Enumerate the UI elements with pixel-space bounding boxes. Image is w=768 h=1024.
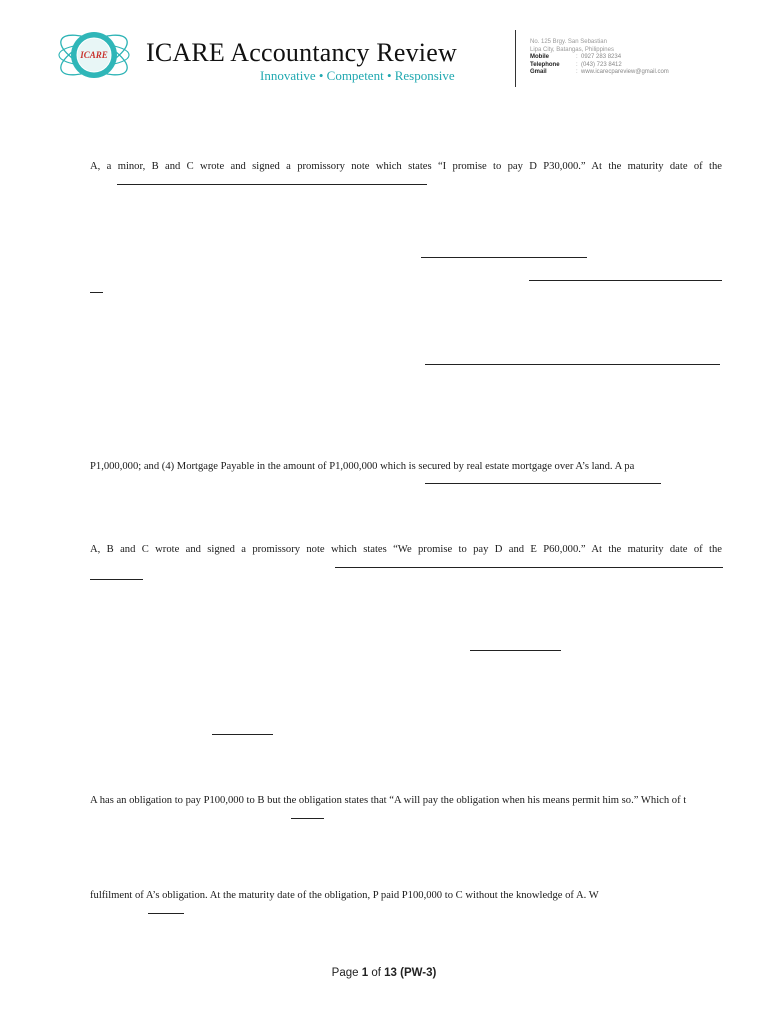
page-word: Page [331, 967, 359, 979]
answer-blank [212, 734, 273, 735]
answer-blank [148, 913, 184, 914]
contact-value: 0927 283 8234 [581, 54, 622, 61]
contact-telephone: Telephone : (043) 723 8412 [530, 61, 622, 68]
contact-value: (043) 723 8412 [581, 61, 622, 68]
answer-blank [425, 364, 720, 365]
page-number: 1 [361, 967, 369, 979]
contact-label: Telephone [530, 61, 560, 68]
header-divider [515, 30, 516, 87]
of-word: of [371, 967, 381, 979]
contact-gmail: Gmail : www.icarecpareview@gmail.com [530, 69, 669, 76]
question-1-text: A, a minor, B and C wrote and signed a promissory note which states “I promise to pay D P30,000.” At the maturity date of the [90, 161, 722, 172]
question-2-text: P1,000,000; and (4) Mortgage Payable in the amount of P1,000,000 which is secured by real estate mortgage over A’s land. A pa [90, 461, 635, 472]
page-code: (PW-3) [400, 967, 437, 979]
icare-logo [56, 24, 132, 86]
brand-tagline: Innovative • Competent • Responsive [260, 68, 455, 83]
page-footer [0, 967, 768, 979]
answer-blank [529, 280, 722, 281]
answer-blank [117, 184, 427, 185]
answer-blank [425, 483, 661, 484]
answer-blank [470, 650, 561, 651]
icare-logo-emblem [56, 24, 132, 86]
question-4-text: A has an obligation to pay P100,000 to B but the obligation states that “A will pay the obligation when his means permit him so.” Which of t [90, 795, 687, 806]
answer-blank [291, 818, 324, 819]
contact-label: Gmail [530, 69, 547, 76]
contact-mobile: Mobile : 0927 283 8234 [530, 54, 622, 61]
question-5-text: fulfilment of A’s obligation. At the maturity date of the obligation, P paid P100,000 to C without the knowledge of A. W [90, 890, 599, 901]
contact-value: www.icarecpareview@gmail.com [581, 69, 669, 76]
address-line-2: Lipa City, Batangas, Philippines [530, 46, 614, 53]
brand-title: ICARE Accountancy Review [146, 38, 457, 67]
answer-blank [90, 292, 103, 293]
answer-blank [90, 579, 143, 580]
logo-text: ICARE [80, 50, 108, 60]
contact-block [530, 39, 669, 77]
total-pages: 13 [384, 967, 397, 979]
question-3-text: A, B and C wrote and signed a promissory note which states “We promise to pay D and E P60,000.” At the maturity date of the [90, 544, 722, 555]
contact-label: Mobile [530, 54, 549, 61]
answer-blank [421, 257, 587, 258]
answer-blank [335, 567, 723, 568]
address-line-1: No. 125 Brgy. San Sebastian [530, 39, 607, 45]
